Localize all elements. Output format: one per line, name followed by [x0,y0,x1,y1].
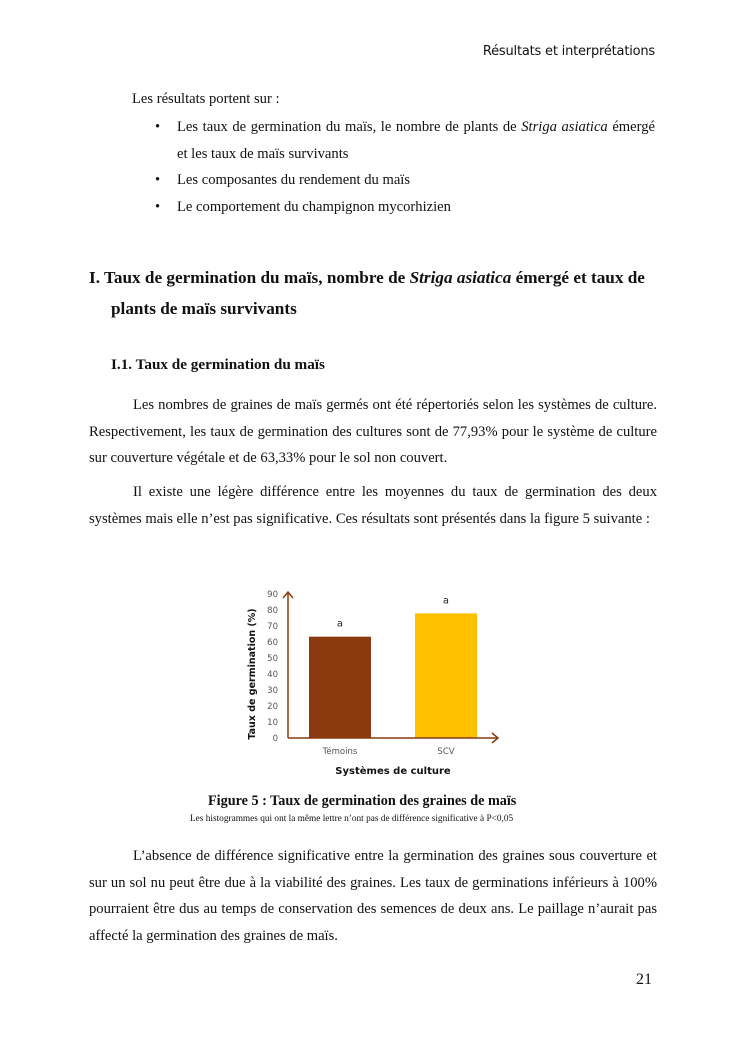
bar-scv [415,613,477,738]
figure-caption: Figure 5 : Taux de germination des graines de maïs [208,793,517,809]
bullet-icon: • [155,198,161,215]
y-tick-label: 30 [267,686,278,696]
bullet-icon: • [155,172,161,188]
figure-note: Les histogrammes qui ont la même lettre n’ont pas de différence significative à P<0,05 [190,814,514,824]
page-number: 21 [636,971,652,988]
bar-tmoins [309,637,371,738]
list-item [155,114,655,167]
paragraph-2: Il existe une légère différence entre les moyennes du taux de germination des deux systèmes mais elle n’est pas significative. Ces résultats sont présentés dans la figure 5 suivante : [89,484,657,527]
y-tick-label: 20 [267,702,278,712]
y-tick-label: 50 [267,654,278,664]
bar-data-label: a [336,618,344,630]
bar-data-label: a [442,595,450,607]
y-tick-label: 40 [267,670,278,680]
x-tick-label: Témoins [322,747,358,757]
paragraph-1: Les nombres de graines de maïs germés ont été répertoriés selon les systèmes de culture. Respectivement, les taux de germination des cultures sont de 77,93% pour le système de culture sur couverture végétale et de 63,33% pour le sol non couvert. [89,397,657,466]
subsection-heading: I.1. Taux de germination du maïs [111,356,325,373]
list-item [155,194,655,221]
y-axis-label: Taux de germination (%) [247,608,258,740]
section-heading: I. Taux de germination du maïs, nombre de Striga asiatica émergé et taux de plants de maïs survivants [89,268,645,318]
intro-bullet-list [155,114,655,220]
running-header: Résultats et interprétations [482,44,655,59]
y-tick-label: 80 [267,606,278,616]
bullet-text: Les taux de germination du maïs, le nombre de plants de Striga asiatica émergé et les taux de maïs survivants [177,119,655,162]
intro-lead: Les résultats portent sur : [132,91,280,107]
y-tick-label: 0 [272,734,278,744]
section-number: I. [89,268,100,287]
paragraph-3: L’absence de différence significative entre la germination des graines sous couverture et sur un sol nu peut être due à la viabilité des graines. Les taux de germinations inférieurs à 100% pourraient être dus au temps de conservation des semences de deux ans. Le paillage n’aurait pas affecté la germination des graines de maïs. [89,848,657,944]
bullet-text: Les composantes du rendement du maïs [177,172,411,188]
x-tick-label: SCV [437,747,455,757]
germination-bar-chart [230,582,520,782]
y-tick-label: 10 [267,718,278,728]
bullet-icon: • [155,119,161,135]
x-axis-label: Systèmes de culture [335,766,451,777]
y-tick-label: 90 [267,590,278,600]
list-item [155,167,655,194]
bullet-text: Le comportement du champignon mycorhizien [177,198,451,215]
y-tick-label: 60 [267,638,278,648]
y-tick-label: 70 [267,622,278,632]
